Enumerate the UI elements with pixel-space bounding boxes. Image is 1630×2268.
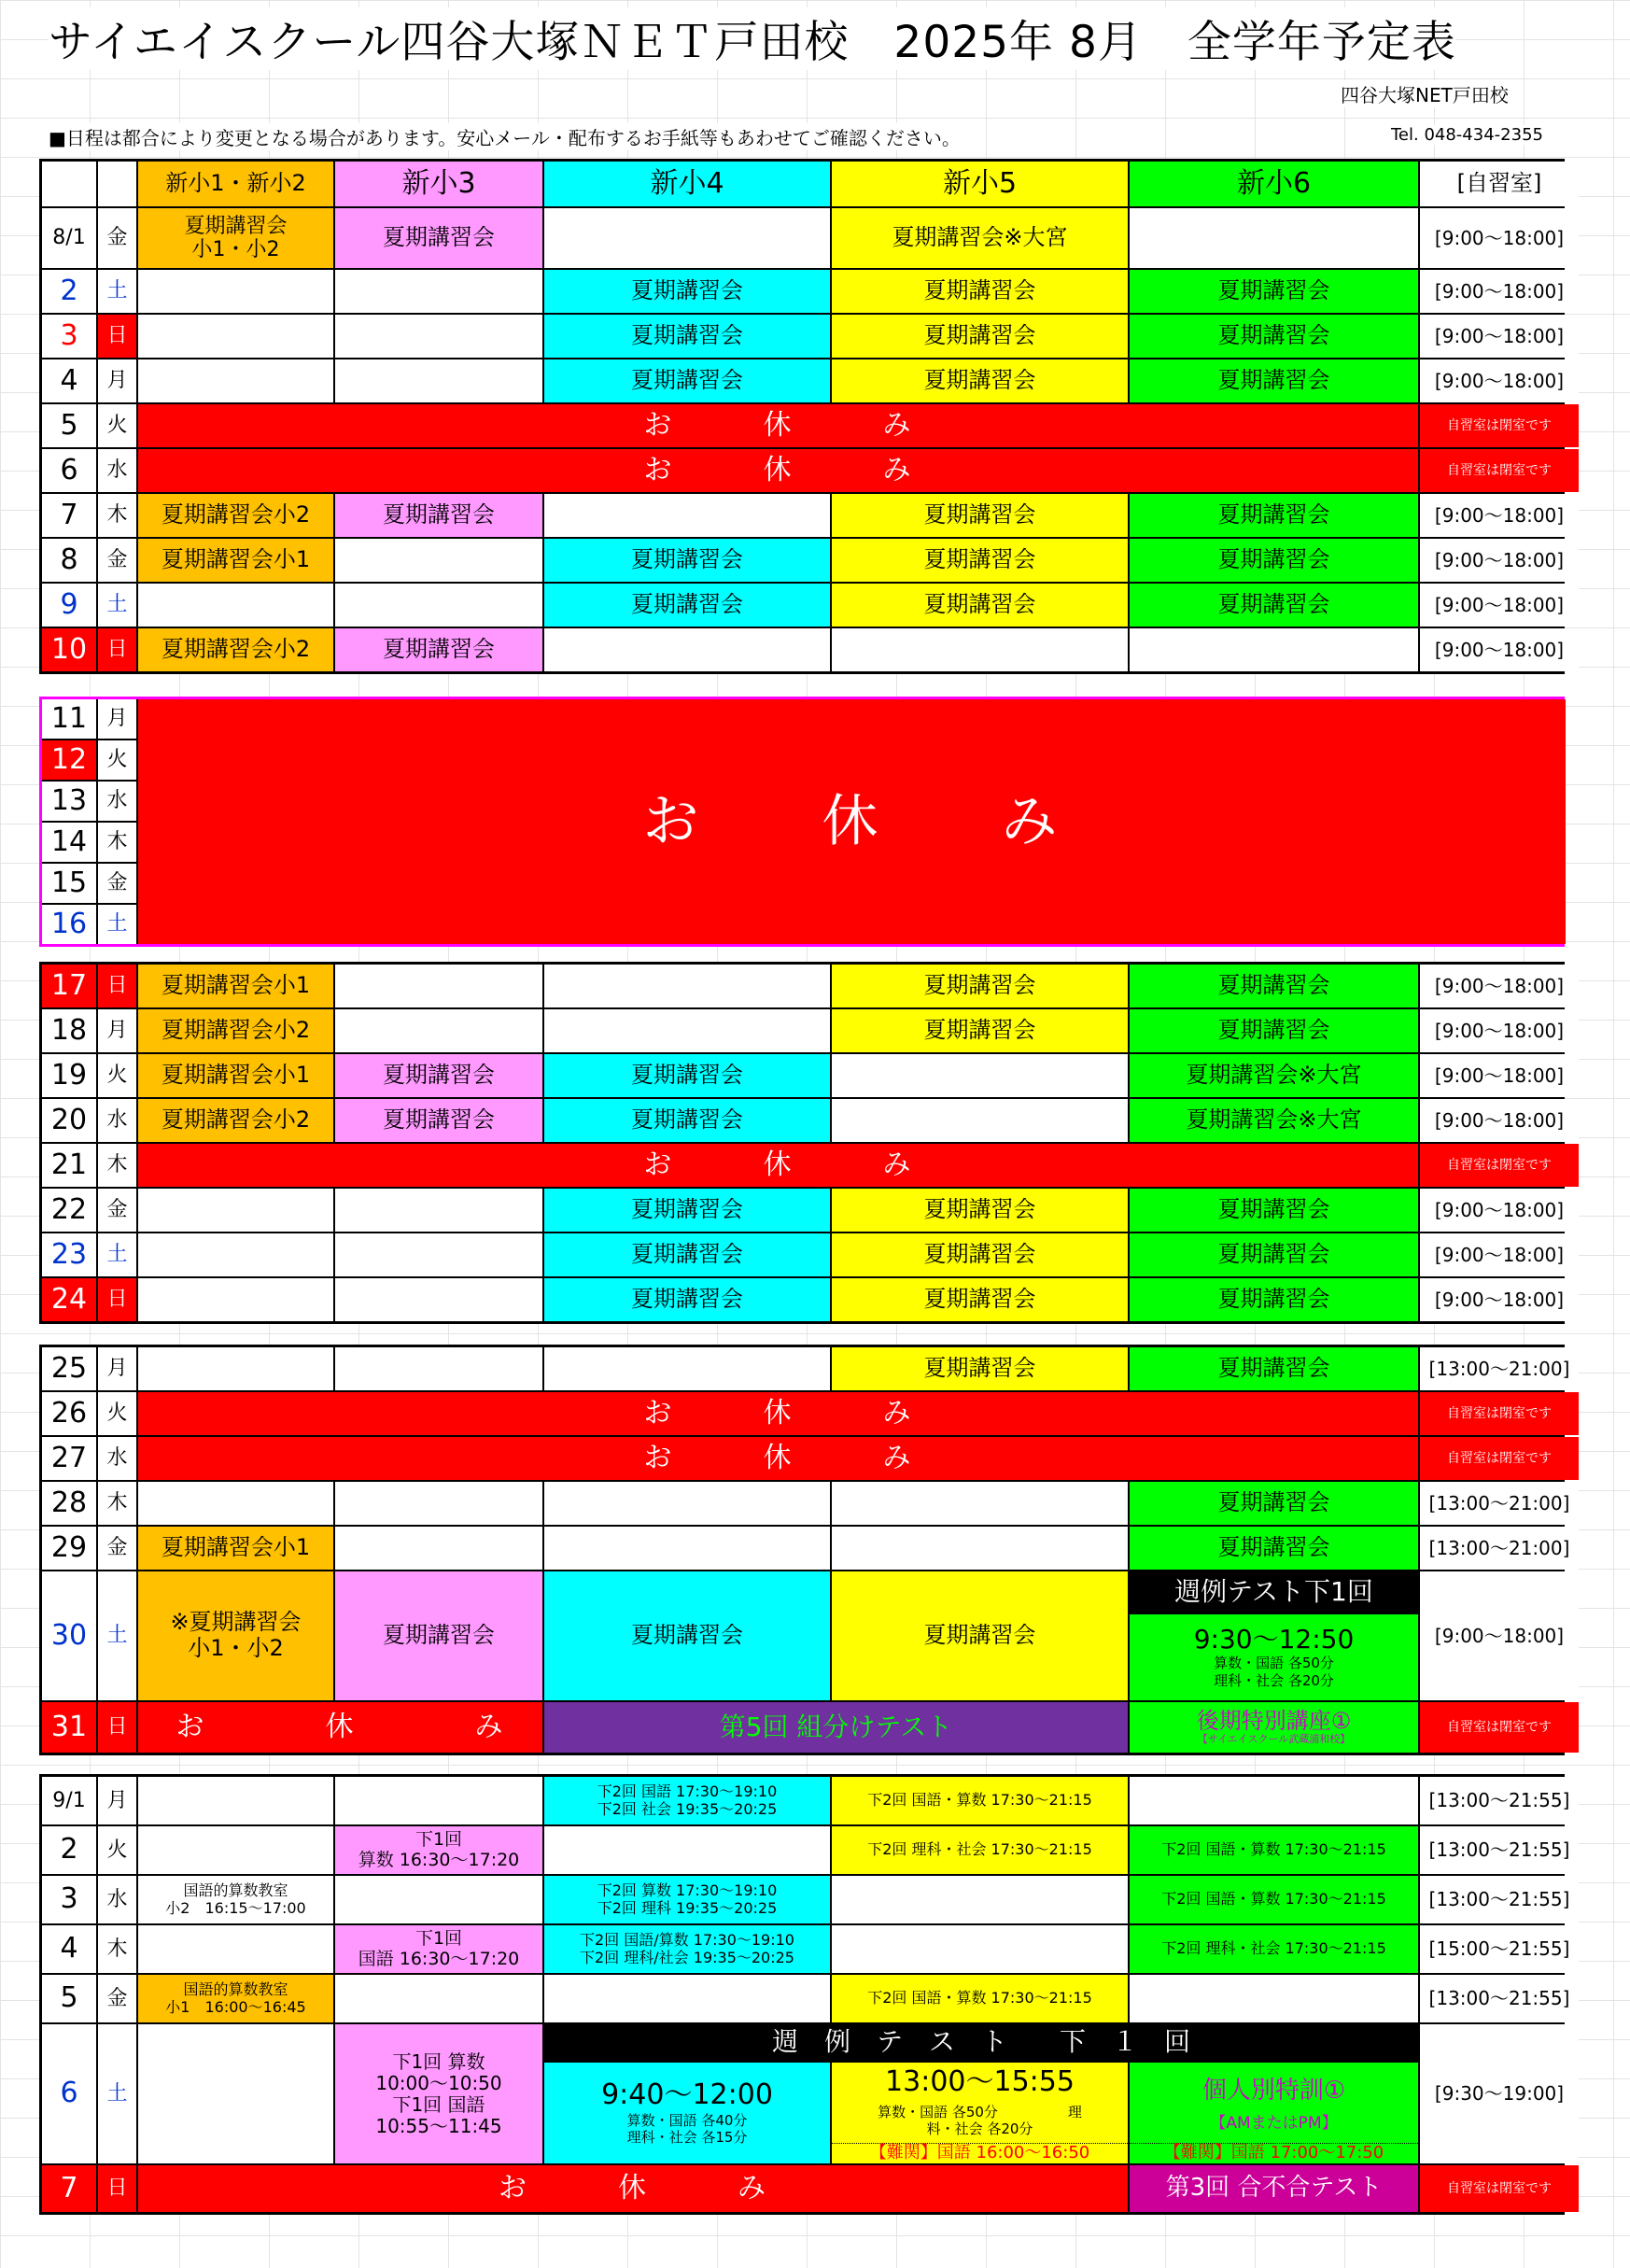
empty-cell	[544, 965, 830, 1007]
col-header-g5: 新小5	[832, 162, 1128, 206]
col-header-g12: 新小1・新小2	[138, 162, 333, 206]
corner-cell	[98, 162, 136, 206]
empty-cell	[138, 1826, 333, 1874]
room-hours: [13:00～21:00]	[1420, 1527, 1579, 1570]
event-cell: 下2回 理科・社会 17:30～21:15	[1130, 1925, 1418, 1973]
empty-cell	[832, 1925, 1128, 1973]
event-cell: 国語的算数教室 小2 16:15～17:00	[138, 1876, 333, 1923]
date-cell: 29	[42, 1527, 96, 1570]
event-cell: 下2回 国語/算数 17:30～19:10 下2回 理科/社会 19:35～20:25	[544, 1925, 830, 1973]
room-hours: [9:00～18:00]	[1420, 208, 1579, 268]
empty-cell	[335, 965, 542, 1007]
room-closed: 自習室は閉室です	[1420, 1437, 1579, 1480]
weekday-cell: 月	[98, 1347, 136, 1390]
event-cell: 下2回 国語・算数 17:30～21:15	[832, 1777, 1128, 1824]
schedule-block-2	[39, 697, 1565, 947]
date-cell: 26	[42, 1392, 96, 1435]
date-cell: 14	[42, 823, 96, 862]
weekday-cell: 月	[98, 1009, 136, 1052]
date-cell: 2	[42, 270, 96, 313]
weekday-cell: 土	[98, 905, 136, 944]
event-cell: 夏期講習会	[544, 584, 830, 627]
event-cell: 下2回 国語・算数 17:30～21:15	[832, 1975, 1128, 2022]
date-cell: 3	[42, 315, 96, 358]
room-hours: [9:00～18:00]	[1420, 1189, 1579, 1232]
event-cell: 夏期講習会	[832, 1189, 1128, 1232]
date-cell: 12	[42, 740, 96, 780]
weekday-cell: 水	[98, 782, 136, 821]
room-closed: 自習室は閉室です	[1420, 404, 1579, 447]
empty-cell	[544, 494, 830, 537]
room-closed: 自習室は閉室です	[1420, 1702, 1579, 1753]
room-hours: [13:00～21:00]	[1420, 1347, 1579, 1390]
date-cell: 4	[42, 1925, 96, 1973]
date-cell: 10	[42, 628, 96, 671]
date-cell: 7	[42, 494, 96, 537]
event-cell: 夏期講習会	[1130, 494, 1418, 537]
weekday-cell: 金	[98, 208, 136, 268]
room-hours: [13:00～21:55]	[1420, 1777, 1579, 1824]
weekday-cell: 金	[98, 1189, 136, 1232]
weekday-cell: 木	[98, 1482, 136, 1525]
empty-cell	[1130, 1975, 1418, 2022]
empty-cell	[138, 584, 333, 627]
weekday-cell: 月	[98, 1777, 136, 1824]
weekday-cell: 火	[98, 1826, 136, 1874]
event-cell: 夏期講習会	[544, 1278, 830, 1321]
room-hours: [9:00～18:00]	[1420, 270, 1579, 313]
event-cell: 夏期講習会	[544, 270, 830, 313]
weekday-cell: 土	[98, 270, 136, 313]
event-cell: 下1回 国語 16:30～17:20	[335, 1925, 542, 1973]
empty-cell	[544, 208, 830, 268]
weekday-cell: 月	[98, 359, 136, 402]
schedule-block-4	[39, 1345, 1570, 1755]
date-cell: 13	[42, 782, 96, 821]
event-cell: 下2回 国語・算数 17:30～21:15	[1130, 1826, 1418, 1874]
weekday-cell: 日	[98, 965, 136, 1007]
col-header-g3: 新小3	[335, 162, 542, 206]
event-cell: 夏期講習会	[335, 1099, 542, 1142]
date-cell: 23	[42, 1233, 96, 1276]
room-hours: [9:30～19:00]	[1420, 2024, 1579, 2163]
col-header-g4: 新小4	[544, 162, 830, 206]
room-closed: 自習室は閉室です	[1420, 449, 1579, 492]
event-cell: 夏期講習会小1	[138, 965, 333, 1007]
schedule-block-5	[39, 1774, 1570, 2215]
g5-test-time: 13:00～15:55	[885, 2065, 1075, 2098]
empty-cell	[335, 1876, 542, 1923]
event-cell: 夏期講習会小2	[138, 1099, 333, 1142]
date-cell: 3	[42, 1876, 96, 1923]
room-hours: [9:00～18:00]	[1420, 539, 1579, 582]
weekday-cell: 土	[98, 1571, 136, 1700]
empty-cell	[138, 1925, 333, 1973]
date-cell: 21	[42, 1144, 96, 1187]
weekday-cell: 土	[98, 1233, 136, 1276]
closed-banner: お 休 み	[138, 1144, 1418, 1187]
closed-banner: お 休 み	[138, 1702, 542, 1753]
g5-test-cell	[832, 2063, 1128, 2163]
notice-text: ■日程は都合により変更となる場合があります。安心メール・配布するお手紙等もあわせてご確認ください。	[49, 123, 961, 150]
empty-cell	[832, 1054, 1128, 1097]
closed-banner: お 休 み	[138, 1437, 1418, 1480]
date-cell: 27	[42, 1437, 96, 1480]
empty-cell	[138, 270, 333, 313]
room-hours: [9:00～18:00]	[1420, 1009, 1579, 1052]
event-cell: 夏期講習会	[335, 494, 542, 537]
empty-cell	[335, 1777, 542, 1824]
empty-cell	[832, 1876, 1128, 1923]
empty-cell	[138, 1278, 333, 1321]
room-hours: [9:00～18:00]	[1420, 1233, 1579, 1276]
empty-cell	[138, 1777, 333, 1824]
empty-cell	[335, 315, 542, 358]
weekday-cell: 金	[98, 1527, 136, 1570]
weekly-test-title: 週例テスト下1回	[1130, 1571, 1418, 1613]
room-hours: [13:00～21:00]	[1420, 1482, 1579, 1525]
empty-cell	[544, 628, 830, 671]
event-cell: 夏期講習会	[1130, 539, 1418, 582]
date-cell: 8/1	[42, 208, 96, 268]
event-cell: 夏期講習会	[832, 1278, 1128, 1321]
closed-banner-large: お 休 み	[138, 699, 1566, 944]
event-cell: 夏期講習会	[335, 628, 542, 671]
weekday-cell: 土	[98, 584, 136, 627]
g4-test-cell	[544, 2063, 830, 2163]
date-cell: 6	[42, 2024, 96, 2163]
weekday-cell: 水	[98, 1099, 136, 1142]
room-hours: [9:00～18:00]	[1420, 315, 1579, 358]
event-cell: 夏期講習会	[1130, 1189, 1418, 1232]
event-cell: 夏期講習会	[832, 1571, 1128, 1700]
room-closed: 自習室は閉室です	[1420, 1392, 1579, 1435]
telephone: Tel. 048-434-2355	[1391, 125, 1543, 145]
empty-cell	[335, 1975, 542, 2022]
event-cell: 夏期講習会	[832, 1233, 1128, 1276]
weekday-cell: 木	[98, 1925, 136, 1973]
event-cell: 夏期講習会	[544, 1233, 830, 1276]
room-hours: [15:00～21:55]	[1420, 1925, 1579, 1973]
weekday-cell: 火	[98, 1392, 136, 1435]
date-cell: 5	[42, 404, 96, 447]
room-hours: [9:00～18:00]	[1420, 1099, 1579, 1142]
weekday-cell: 木	[98, 823, 136, 862]
room-hours: [9:00～18:00]	[1420, 1278, 1579, 1321]
empty-cell	[1130, 1777, 1418, 1824]
event-cell: 夏期講習会	[335, 1571, 542, 1700]
special-course-cell	[1130, 1702, 1418, 1753]
g6-special-cell	[1130, 2063, 1418, 2163]
room-hours: [9:00～18:00]	[1420, 359, 1579, 402]
empty-cell	[1130, 628, 1418, 671]
date-cell: 17	[42, 965, 96, 1007]
event-cell: 夏期講習会	[832, 965, 1128, 1007]
empty-cell	[335, 1233, 542, 1276]
empty-cell	[335, 270, 542, 313]
event-cell: 国語的算数教室 小1 16:00～16:45	[138, 1975, 333, 2022]
col-header-g6: 新小6	[1130, 162, 1418, 206]
date-cell: 5	[42, 1975, 96, 2022]
event-cell: 夏期講習会小2	[138, 628, 333, 671]
empty-cell	[335, 1189, 542, 1232]
corner-cell	[42, 162, 96, 206]
empty-cell	[832, 628, 1128, 671]
room-hours: [13:00～21:55]	[1420, 1826, 1579, 1874]
date-cell: 7	[42, 2165, 96, 2212]
event-cell: 下2回 国語・算数 17:30～21:15	[1130, 1876, 1418, 1923]
event-cell: 夏期講習会	[1130, 270, 1418, 313]
empty-cell	[832, 1527, 1128, 1570]
weekday-cell: 金	[98, 539, 136, 582]
empty-cell	[544, 1975, 830, 2022]
empty-cell	[335, 1347, 542, 1390]
event-cell: 夏期講習会	[544, 539, 830, 582]
weekday-cell: 月	[98, 699, 136, 739]
special-course-title: 後期特別講座①	[1196, 1707, 1352, 1734]
date-cell: 30	[42, 1571, 96, 1700]
event-cell: 夏期講習会	[1130, 1347, 1418, 1390]
weekly-test-detail: 算数・国語 各50分 理科・社会 各20分	[1214, 1655, 1334, 1690]
event-cell: 夏期講習会	[1130, 965, 1418, 1007]
event-cell: 夏期講習会	[544, 1189, 830, 1232]
weekday-cell: 日	[98, 1278, 136, 1321]
empty-cell	[138, 1233, 333, 1276]
event-cell: 夏期講習会	[1130, 315, 1418, 358]
event-cell: 夏期講習会	[832, 584, 1128, 627]
date-cell: 11	[42, 699, 96, 739]
event-cell: 夏期講習会小2	[138, 1009, 333, 1052]
date-cell: 31	[42, 1702, 96, 1753]
date-cell: 18	[42, 1009, 96, 1052]
empty-cell	[544, 1347, 830, 1390]
weekday-cell: 土	[98, 2024, 136, 2163]
empty-cell	[138, 2024, 333, 2163]
weekday-cell: 金	[98, 1975, 136, 2022]
empty-cell	[138, 1189, 333, 1232]
empty-cell	[138, 1482, 333, 1525]
closed-banner: お 休 み	[138, 404, 1418, 447]
event-cell: 夏期講習会	[1130, 1009, 1418, 1052]
weekly-test-banner: 週 例 テ ス ト 下 １ 回	[544, 2024, 1418, 2061]
g5-nankan: 【難関】国語 16:00～16:50	[832, 2143, 1128, 2163]
col-header-room: [自習室]	[1420, 162, 1579, 206]
event-cell: 下2回 算数 17:30～19:10 下2回 理科 19:35～20:25	[544, 1876, 830, 1923]
event-cell: 夏期講習会	[1130, 359, 1418, 402]
empty-cell	[544, 1527, 830, 1570]
event-cell: 夏期講習会	[832, 270, 1128, 313]
event-cell: 夏期講習会	[832, 315, 1128, 358]
empty-cell	[544, 1826, 830, 1874]
schedule-block-3	[39, 962, 1565, 1324]
empty-cell	[335, 359, 542, 402]
weekday-cell: 日	[98, 315, 136, 358]
empty-cell	[544, 1482, 830, 1525]
event-cell: 夏期講習会	[832, 359, 1128, 402]
event-cell: 夏期講習会※大宮	[832, 208, 1128, 268]
room-closed: 自習室は閉室です	[1420, 1144, 1579, 1187]
closed-banner: お 休 み	[138, 2165, 1128, 2212]
weekday-cell: 水	[98, 1437, 136, 1480]
weekday-cell: 日	[98, 2165, 136, 2212]
page-title: サイエイスクール四谷大塚ＮＥＴ戸田校 2025年 8月 全学年予定表	[49, 7, 1456, 70]
event-cell: 夏期講習会	[544, 1571, 830, 1700]
room-hours: [9:00～18:00]	[1420, 628, 1579, 671]
date-cell: 6	[42, 449, 96, 492]
event-cell: 下1回 算数 16:30～17:20	[335, 1826, 542, 1874]
date-cell: 28	[42, 1482, 96, 1525]
event-cell: 下1回 算数 10:00～10:50 下1回 国語 10:55～11:45	[335, 2024, 542, 2163]
event-cell: 夏期講習会	[544, 315, 830, 358]
empty-cell	[335, 1009, 542, 1052]
g6-special-sub: 【AMまたはPM】	[1210, 2114, 1338, 2134]
room-closed: 自習室は閉室です	[1420, 2165, 1579, 2212]
weekday-cell: 火	[98, 740, 136, 780]
empty-cell	[335, 584, 542, 627]
date-cell: 16	[42, 905, 96, 944]
event-cell: 夏期講習会小1	[138, 539, 333, 582]
event-cell: 夏期講習会	[832, 1347, 1128, 1390]
date-cell: 9	[42, 584, 96, 627]
event-cell: 夏期講習会	[1130, 1278, 1418, 1321]
empty-cell	[832, 1482, 1128, 1525]
weekday-cell: 水	[98, 449, 136, 492]
closed-banner: お 休 み	[138, 449, 1418, 492]
g6-nankan: 【難関】国語 17:00～17:50	[1130, 2143, 1418, 2163]
weekday-cell: 木	[98, 494, 136, 537]
date-cell: 24	[42, 1278, 96, 1321]
class-test-banner: 第5回 組分けテスト	[544, 1702, 1128, 1753]
date-cell: 19	[42, 1054, 96, 1097]
room-hours: [9:00～18:00]	[1420, 1571, 1579, 1700]
event-cell: 夏期講習会	[1130, 1527, 1418, 1570]
weekday-cell: 木	[98, 1144, 136, 1187]
event-cell: 夏期講習会	[335, 1054, 542, 1097]
weekday-cell: 日	[98, 628, 136, 671]
date-cell: 4	[42, 359, 96, 402]
event-cell: 夏期講習会 小1・小2	[138, 208, 333, 268]
weekly-test-cell	[1130, 1614, 1418, 1700]
room-hours: [13:00～21:55]	[1420, 1876, 1579, 1923]
event-cell: 夏期講習会小1	[138, 1054, 333, 1097]
date-cell: 9/1	[42, 1777, 96, 1824]
closed-banner: お 休 み	[138, 1392, 1418, 1435]
empty-cell	[335, 1527, 542, 1570]
event-cell: 夏期講習会	[1130, 1482, 1418, 1525]
empty-cell	[138, 315, 333, 358]
empty-cell	[335, 1482, 542, 1525]
g4-test-detail: 算数・国語 各40分 理科・社会 各15分	[626, 2111, 748, 2147]
g6-special-title: 個人別特訓①	[1201, 2077, 1346, 2105]
empty-cell	[335, 539, 542, 582]
event-cell: 夏期講習会小2	[138, 494, 333, 537]
empty-cell	[138, 359, 333, 402]
event-cell: 夏期講習会	[1130, 1233, 1418, 1276]
date-cell: 20	[42, 1099, 96, 1142]
event-cell: 夏期講習会小1	[138, 1527, 333, 1570]
room-hours: [9:00～18:00]	[1420, 1054, 1579, 1097]
empty-cell	[1130, 208, 1418, 268]
event-cell: ※夏期講習会 小1・小2	[138, 1571, 333, 1700]
room-hours: [9:00～18:00]	[1420, 494, 1579, 537]
event-cell: 夏期講習会※大宮	[1130, 1054, 1418, 1097]
room-hours: [9:00～18:00]	[1420, 965, 1579, 1007]
event-cell: 夏期講習会	[335, 208, 542, 268]
weekday-cell: 水	[98, 1876, 136, 1923]
event-cell: 夏期講習会	[832, 539, 1128, 582]
schedule-block-1	[39, 159, 1565, 674]
empty-cell	[832, 1099, 1128, 1142]
school-name: 四谷大塚NET戸田校	[1341, 80, 1509, 107]
weekday-cell: 火	[98, 404, 136, 447]
event-cell: 夏期講習会	[832, 1009, 1128, 1052]
empty-cell	[544, 1009, 830, 1052]
event-cell: 夏期講習会	[832, 494, 1128, 537]
date-cell: 25	[42, 1347, 96, 1390]
weekday-cell: 金	[98, 864, 136, 903]
date-cell: 22	[42, 1189, 96, 1232]
weekly-test-time: 9:30～12:50	[1193, 1624, 1355, 1655]
weekday-cell: 日	[98, 1702, 136, 1753]
room-hours: [9:00～18:00]	[1420, 584, 1579, 627]
empty-cell	[138, 1347, 333, 1390]
weekday-cell: 火	[98, 1054, 136, 1097]
date-cell: 15	[42, 864, 96, 903]
date-cell: 8	[42, 539, 96, 582]
event-cell: 夏期講習会	[544, 359, 830, 402]
event-cell: 夏期講習会※大宮	[1130, 1099, 1418, 1142]
room-hours: [13:00～21:55]	[1420, 1975, 1579, 2022]
event-cell: 下2回 国語 17:30～19:10 下2回 社会 19:35～20:25	[544, 1777, 830, 1824]
event-cell: 夏期講習会	[1130, 584, 1418, 627]
event-cell: 夏期講習会	[544, 1054, 830, 1097]
date-cell: 2	[42, 1826, 96, 1874]
g5-test-detail: 算数・国語 各50分 理 料・社会 各20分	[878, 2103, 1082, 2138]
g4-test-time: 9:40～12:00	[601, 2078, 773, 2111]
empty-cell	[335, 1278, 542, 1321]
event-cell: 下2回 理科・社会 17:30～21:15	[832, 1826, 1128, 1874]
special-course-sub: 【サイエイスクール武蔵浦和校】	[1197, 1733, 1351, 1746]
event-cell: 夏期講習会	[544, 1099, 830, 1142]
gofugo-test-banner: 第3回 合不合テスト	[1130, 2165, 1418, 2212]
